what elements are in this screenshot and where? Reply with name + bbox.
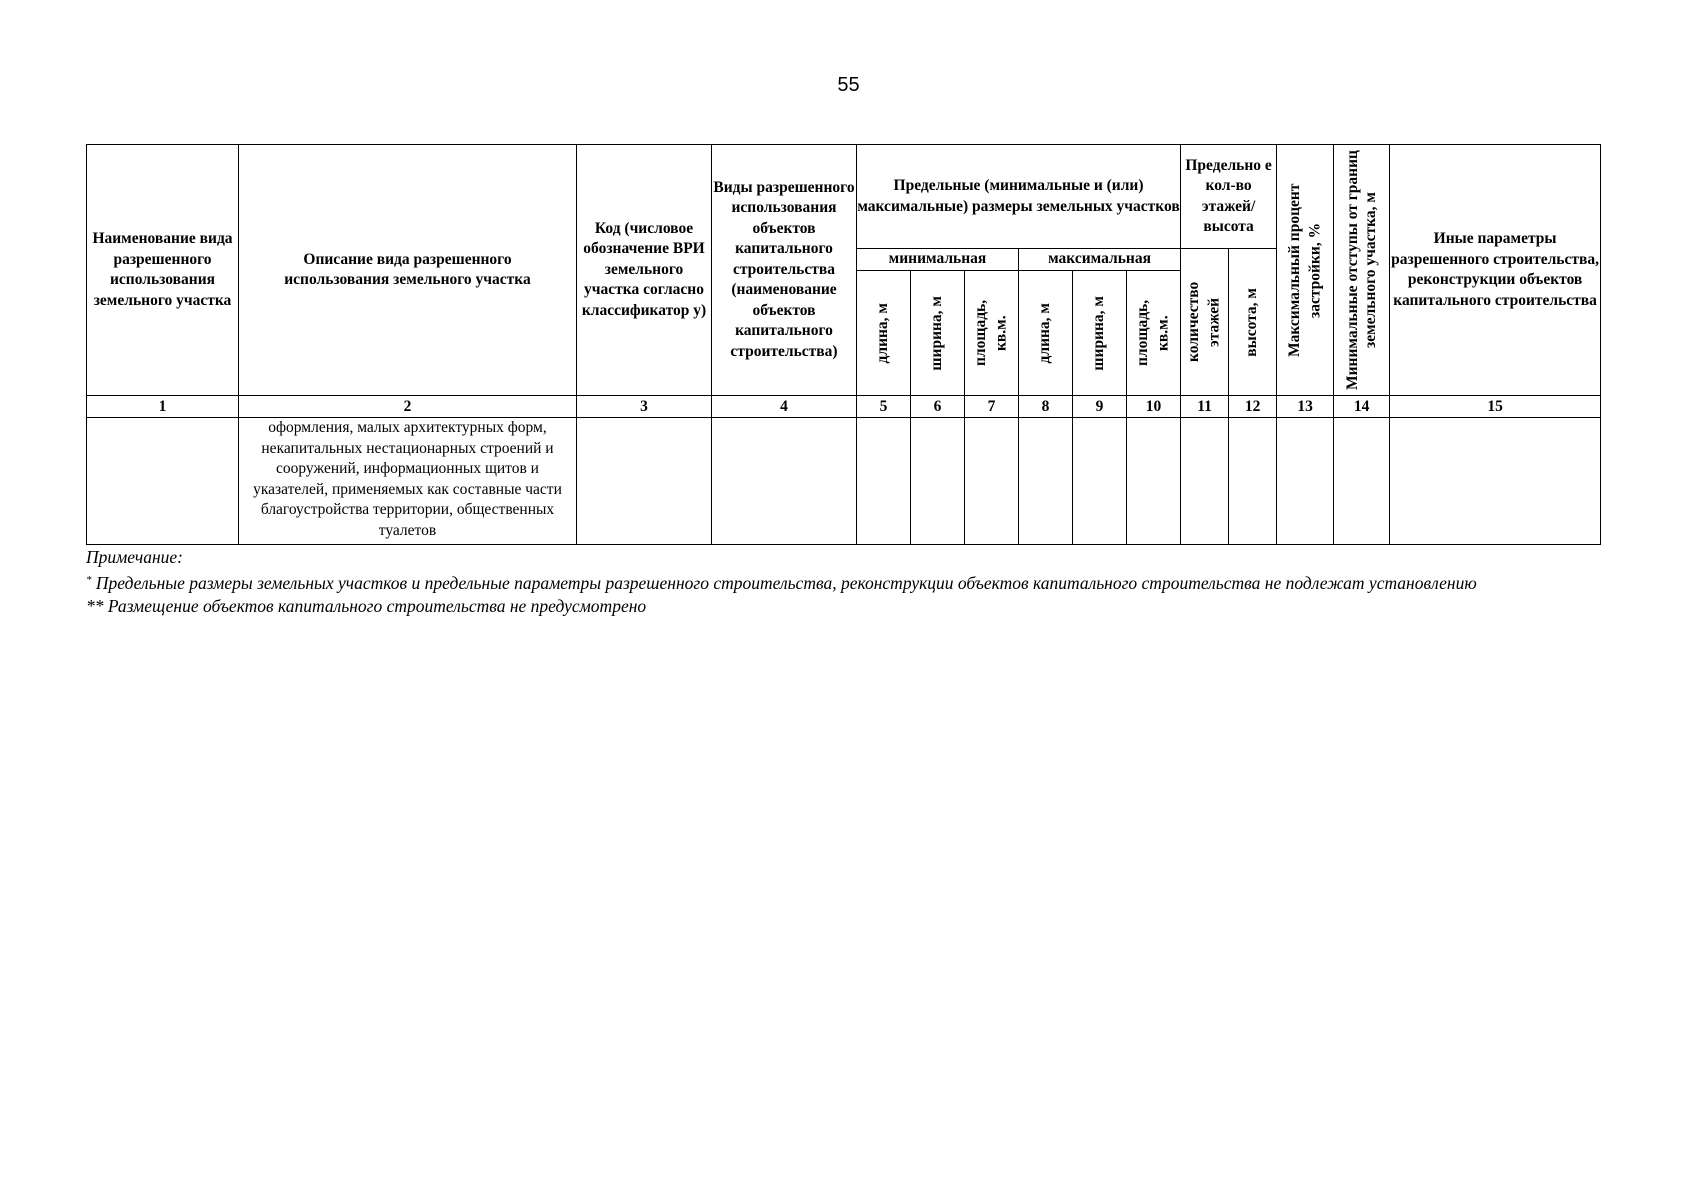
cell-name	[87, 418, 239, 545]
column-number-row	[87, 396, 1601, 418]
column-number: 5	[857, 396, 911, 418]
cell-kinds	[712, 418, 857, 545]
column-number: 15	[1390, 396, 1601, 418]
header-min-setback	[1334, 145, 1390, 396]
column-number: 13	[1277, 396, 1334, 418]
header-kinds: Виды разрешенного использования объектов капитального строительства (наименование объектов капитального строительства)	[712, 145, 857, 396]
header-max-length-text: длина, м	[1036, 302, 1054, 364]
cell-min-setback	[1334, 418, 1390, 545]
column-number: 11	[1181, 396, 1229, 418]
header-min-length	[857, 271, 911, 396]
cell-min-length	[857, 418, 911, 545]
header-code: Код (числовое обозначение ВРИ земельного участка согласно классификатор у)	[577, 145, 712, 396]
header-floors-count	[1181, 249, 1229, 396]
header-floors-count-text: количество этажей	[1185, 281, 1223, 363]
cell-max-width	[1073, 418, 1127, 545]
column-number: 12	[1229, 396, 1277, 418]
header-name: Наименование вида разрешенного использования земельного участка	[87, 145, 239, 396]
cell-max-percent	[1277, 418, 1334, 545]
cell-code	[577, 418, 712, 545]
cell-description: оформления, малых архитектурных форм, некапитальных нестационарных строений и сооружений, информационных щитов и указателей, применяемых как составные части благоустройства территории, общественных туалетов	[239, 418, 577, 545]
header-height	[1229, 249, 1277, 396]
header-min-setback-text: Минимальные отступы от границ земельного участка, м	[1343, 150, 1379, 390]
header-height-text: высота, м	[1243, 287, 1261, 357]
header-plot-sizes: Предельные (минимальные и (или) максимальные) размеры земельных участков	[857, 145, 1181, 249]
notes-title: Примечание:	[86, 547, 183, 567]
header-max: максимальная	[1019, 249, 1181, 271]
column-number: 10	[1127, 396, 1181, 418]
cell-max-length	[1019, 418, 1073, 545]
header-description-text: Описание вида разрешенного использования земельного участка	[284, 250, 531, 288]
cell-height	[1229, 418, 1277, 545]
note-plot-sizes-text: Предельные размеры земельных участков и предельные параметры разрешенного строительства, реконструкции объектов капитального строительства не подлежат установлению	[91, 573, 1477, 593]
column-number: 2	[239, 396, 577, 418]
header-max-percent	[1277, 145, 1334, 396]
header-max-width-text: ширина, м	[1090, 295, 1108, 371]
table-row	[87, 418, 1601, 545]
cell-min-area	[965, 418, 1019, 545]
header-max-length	[1019, 271, 1073, 396]
header-min-area-text: площадь, кв.м.	[972, 299, 1010, 367]
header-max-area	[1127, 271, 1181, 396]
header-other: Иные параметры разрешенного строительства, реконструкции объектов капитального строительства	[1390, 145, 1601, 396]
cell-other	[1390, 418, 1601, 545]
column-number: 7	[965, 396, 1019, 418]
note-plot-sizes	[86, 569, 1612, 595]
header-min-width-text: ширина, м	[928, 295, 946, 371]
note-no-construction: ** Размещение объектов капитального строительства не предусмотрено	[86, 596, 647, 616]
cell-max-area	[1127, 418, 1181, 545]
column-number: 8	[1019, 396, 1073, 418]
header-min: минимальная	[857, 249, 1019, 271]
column-number: 1	[87, 396, 239, 418]
column-number: 3	[577, 396, 712, 418]
cell-floors-count	[1181, 418, 1229, 545]
header-min-length-text: длина, м	[874, 302, 892, 364]
header-min-area	[965, 271, 1019, 396]
header-max-area-text: площадь, кв.м.	[1134, 299, 1172, 367]
page-number: 55	[837, 74, 860, 96]
cell-min-width	[911, 418, 965, 545]
header-max-width	[1073, 271, 1127, 396]
column-number: 6	[911, 396, 965, 418]
notes	[86, 546, 1612, 618]
header-min-width	[911, 271, 965, 396]
header-floors-group-text: Предельно е кол-во этажей/ высота	[1185, 156, 1272, 235]
land-use-regulations-table	[86, 144, 1601, 545]
column-number: 9	[1073, 396, 1127, 418]
header-max-percent-text: Максимальный процент застройки, %	[1285, 183, 1324, 357]
note-star-mark: *	[86, 574, 92, 586]
column-number: 4	[712, 396, 857, 418]
header-floors-group	[1181, 145, 1277, 249]
column-number: 14	[1334, 396, 1390, 418]
header-description	[239, 145, 577, 396]
